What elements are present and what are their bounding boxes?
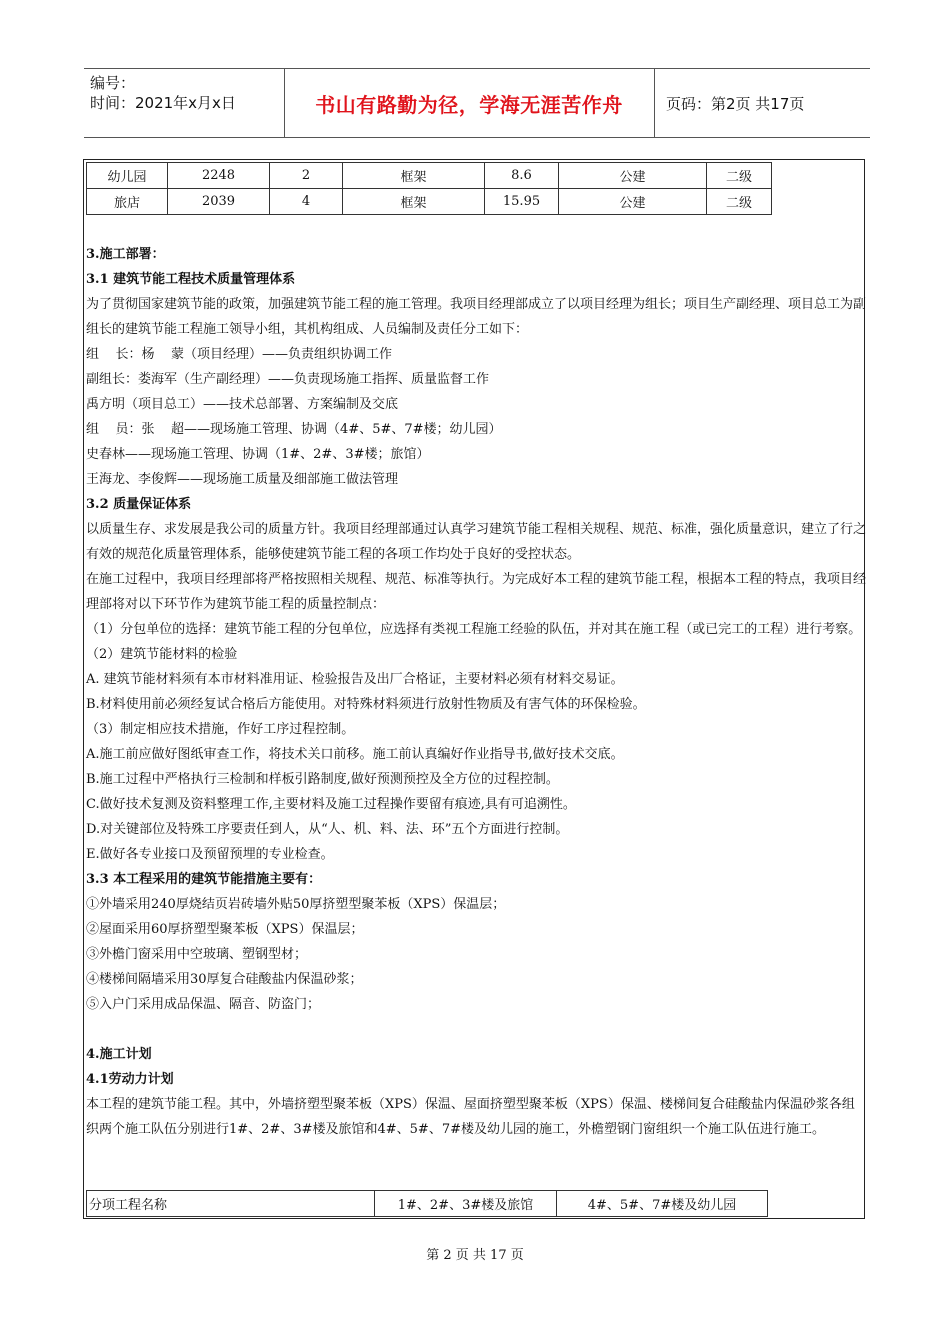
header-divider xyxy=(654,69,655,137)
header-page-number: 页码：第2页 共17页 xyxy=(666,94,805,113)
team-member-line: 副组长：娄海军（生产副经理）——负责现场施工指挥、质量监督工作 xyxy=(86,372,490,387)
table-cell: 2039 xyxy=(168,189,270,215)
table-cell: 二级 xyxy=(707,189,772,215)
paragraph: 在施工过程中，我项目经理部将严格按照相关规程、规范、标准等执行。为完成好本工程的建筑节能工程，根据本工程的特点，我项目经理部将对以下环节作为建筑节能工程的质量控制点： xyxy=(86,572,867,612)
section-heading: 3.1 建筑节能工程技术质量管理体系 xyxy=(86,272,296,287)
team-member-line: 组 长：杨 蒙（项目经理）——负责组织协调工作 xyxy=(86,347,393,362)
table-cell: 框架 xyxy=(343,163,485,189)
list-item: ①外墙采用240厚烧结页岩砖墙外贴50厚挤塑型聚苯板（XPS）保温层； xyxy=(86,897,506,912)
list-item: ②屋面采用60厚挤塑型聚苯板（XPS）保温层； xyxy=(86,922,364,937)
spacer xyxy=(86,1017,866,1042)
paragraph: 以质量生存、求发展是我公司的质量方针。我项目经理部通过认真学习建筑节能工程相关规程、规范、标准，强化质量意识，建立了行之有效的规范化质量管理体系，能够使建筑节能工程的各项工作均处于良好的受控状态。 xyxy=(86,522,867,562)
list-item: （2）建筑节能材料的检验 xyxy=(86,647,238,662)
team-member-line: 组 员：张 超——现场施工管理、协调（4#、5#、7#楼；幼儿园） xyxy=(86,422,502,437)
team-member-line: 禹方明（项目总工）——技术总部署、方案编制及交底 xyxy=(86,397,399,412)
list-item: ④楼梯间隔墙采用30厚复合硅酸盐内保温砂浆； xyxy=(86,972,363,987)
list-item: ⑤入户门采用成品保温、隔音、防盗门； xyxy=(86,997,321,1012)
table-cell: 公建 xyxy=(559,163,707,189)
team-member-line: 王海龙、李俊辉——现场施工质量及细部施工做法管理 xyxy=(86,472,399,487)
paragraph: 为了贯彻国家建筑节能的政策，加强建筑节能工程的施工管理。我项目经理部成立了以项目经理为组长；项目生产副经理、项目总工为副组长的建筑节能工程施工领导小组，其机构组成、人员编制及责任分工如下： xyxy=(86,297,867,337)
table-cell: 15.95 xyxy=(485,189,559,215)
section-heading: 4.1劳动力计划 xyxy=(86,1072,174,1087)
table-cell: 旅店 xyxy=(87,189,168,215)
table-row xyxy=(87,1191,768,1217)
paragraph: 本工程的建筑节能工程。其中，外墙挤塑型聚苯板（XPS）保温、屋面挤塑型聚苯板（XPS）保温、楼梯间复合硅酸盐内保温砂浆各组织两个施工队伍分别进行1#、2#、3#楼及旅馆和4#、5#、7#楼及幼儿园的施工，外檐塑钢门窗组织一个施工队伍进行施工。 xyxy=(86,1097,855,1137)
list-item: E.做好各专业接口及预留预埋的专业检查。 xyxy=(86,847,334,862)
table-cell: 框架 xyxy=(343,189,485,215)
list-item: A. 建筑节能材料须有本市材料准用证、检验报告及出厂合格证，主要材料必须有材料交易证。 xyxy=(86,672,624,687)
table-cell: 2 xyxy=(270,163,343,189)
table-header-cell: 1#、2#、3#楼及旅馆 xyxy=(375,1191,557,1217)
list-item: ③外檐门窗采用中空玻璃、塑钢型材； xyxy=(86,947,308,962)
table-row xyxy=(87,163,772,189)
list-item: （3）制定相应技术措施，作好工序过程控制。 xyxy=(86,722,355,737)
building-table xyxy=(86,162,772,215)
section-heading: 4.施工计划 xyxy=(86,1047,152,1062)
labor-table xyxy=(86,1190,768,1217)
list-item: B.施工过程中严格执行三检制和样板引路制度,做好预测预控及全方位的过程控制。 xyxy=(86,772,559,787)
table-header-cell: 分项工程名称 xyxy=(87,1191,375,1217)
list-item: D.对关键部位及特殊工序要责任到人，从“人、机、料、法、环”五个方面进行控制。 xyxy=(86,822,569,837)
section-heading: 3.3 本工程采用的建筑节能措施主要有： xyxy=(86,872,322,887)
list-item: B.材料使用前必须经复试合格后方能使用。对特殊材料须进行放射性物质及有害气体的环保检验。 xyxy=(86,697,646,712)
page-footer: 第 2 页 共 17 页 xyxy=(426,1248,524,1263)
document-number: 编号： xyxy=(90,74,136,92)
document-body xyxy=(86,242,866,1142)
table-row xyxy=(87,189,772,215)
table-cell: 公建 xyxy=(559,189,707,215)
document-time: 时间：2021年x月x日 xyxy=(90,94,236,112)
team-member-line: 史春林——现场施工管理、协调（1#、2#、3#楼；旅馆） xyxy=(86,447,430,462)
list-item: （1）分包单位的选择：建筑节能工程的分包单位，应选择有类视工程施工经验的队伍，并对其在施工程（或已完工的工程）进行考察。 xyxy=(86,622,862,637)
list-item: A.施工前应做好图纸审查工作，将技术关口前移。施工前认真编好作业指导书,做好技术交底。 xyxy=(86,747,624,762)
table-cell: 二级 xyxy=(707,163,772,189)
table-cell: 4 xyxy=(270,189,343,215)
header-meta xyxy=(84,69,284,137)
section-heading: 3.2 质量保证体系 xyxy=(86,497,192,512)
table-header-cell: 4#、5#、7#楼及幼儿园 xyxy=(557,1191,768,1217)
section-heading: 3.施工部署： xyxy=(86,247,165,262)
list-item: C.做好技术复测及资料整理工作,主要材料及施工过程操作要留有痕迹,具有可追溯性。 xyxy=(86,797,576,812)
table-cell: 8.6 xyxy=(485,163,559,189)
page-header xyxy=(84,68,870,138)
table-cell: 2248 xyxy=(168,163,270,189)
table-cell: 幼儿园 xyxy=(87,163,168,189)
header-motto: 书山有路勤为径，学海无涯苦作舟 xyxy=(315,92,623,117)
